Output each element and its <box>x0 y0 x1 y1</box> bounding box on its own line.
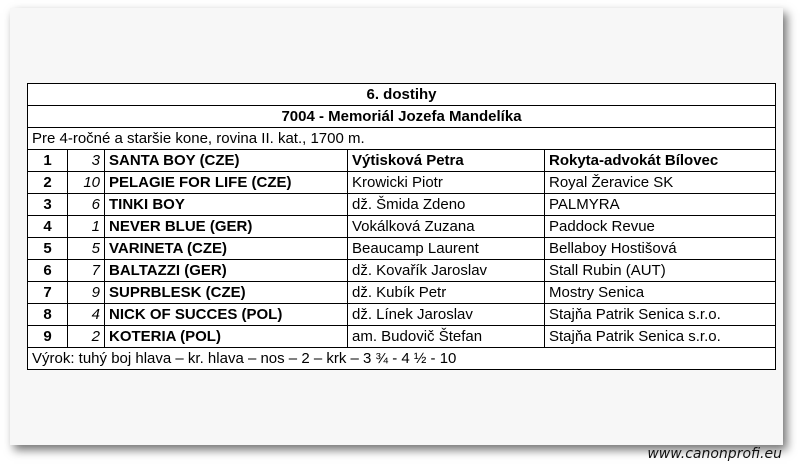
owner-cell: Royal Žeravice SK <box>545 172 776 194</box>
place-cell: 5 <box>28 238 68 260</box>
number-cell: 3 <box>68 150 105 172</box>
number-cell: 5 <box>68 238 105 260</box>
table-row <box>28 172 776 194</box>
race-results-table <box>27 83 776 370</box>
jockey-cell: dž. Línek Jaroslav <box>348 304 545 326</box>
owner-cell: Stajňa Patrik Senica s.r.o. <box>545 326 776 348</box>
table-row <box>28 216 776 238</box>
horse-cell: KOTERIA (POL) <box>105 326 348 348</box>
owner-cell: Paddock Revue <box>545 216 776 238</box>
place-cell: 1 <box>28 150 68 172</box>
number-cell: 1 <box>68 216 105 238</box>
place-cell: 4 <box>28 216 68 238</box>
number-cell: 4 <box>68 304 105 326</box>
owner-cell: Rokyta-advokát Bílovec <box>545 150 776 172</box>
race-name-row <box>28 106 776 128</box>
horse-cell: NICK OF SUCCES (POL) <box>105 304 348 326</box>
number-cell: 10 <box>68 172 105 194</box>
table-row <box>28 260 776 282</box>
owner-cell: Mostry Senica <box>545 282 776 304</box>
jockey-cell: Krowicki Piotr <box>348 172 545 194</box>
race-conditions-row <box>28 128 776 150</box>
jockey-cell: Beaucamp Laurent <box>348 238 545 260</box>
jockey-cell: dž. Kubík Petr <box>348 282 545 304</box>
jockey-cell: dž. Šmida Zdeno <box>348 194 545 216</box>
horse-cell: BALTAZZI (GER) <box>105 260 348 282</box>
place-cell: 2 <box>28 172 68 194</box>
table-row <box>28 282 776 304</box>
jockey-cell: Vokálková Zuzana <box>348 216 545 238</box>
table-row <box>28 326 776 348</box>
race-heading: 6. dostihy <box>28 84 776 106</box>
table-row <box>28 304 776 326</box>
owner-cell: Stall Rubin (AUT) <box>545 260 776 282</box>
place-cell: 7 <box>28 282 68 304</box>
horse-cell: TINKI BOY <box>105 194 348 216</box>
horse-cell: NEVER BLUE (GER) <box>105 216 348 238</box>
place-cell: 8 <box>28 304 68 326</box>
jockey-cell: dž. Kovařík Jaroslav <box>348 260 545 282</box>
number-cell: 7 <box>68 260 105 282</box>
number-cell: 2 <box>68 326 105 348</box>
number-cell: 6 <box>68 194 105 216</box>
table-row <box>28 194 776 216</box>
owner-cell: PALMYRA <box>545 194 776 216</box>
table-row <box>28 150 776 172</box>
jockey-cell: Výtisková Petra <box>348 150 545 172</box>
number-cell: 9 <box>68 282 105 304</box>
place-cell: 3 <box>28 194 68 216</box>
place-cell: 6 <box>28 260 68 282</box>
horse-cell: SUPRBLESK (CZE) <box>105 282 348 304</box>
table-row <box>28 238 776 260</box>
horse-cell: PELAGIE FOR LIFE (CZE) <box>105 172 348 194</box>
horse-cell: VARINETA (CZE) <box>105 238 348 260</box>
race-heading-row <box>28 84 776 106</box>
race-conditions: Pre 4-ročné a staršie kone, rovina II. kat., 1700 m. <box>28 128 776 150</box>
result-row <box>28 348 776 370</box>
jockey-cell: am. Budovič Štefan <box>348 326 545 348</box>
horse-cell: SANTA BOY (CZE) <box>105 150 348 172</box>
owner-cell: Stajňa Patrik Senica s.r.o. <box>545 304 776 326</box>
race-name: 7004 - Memoriál Jozefa Mandelíka <box>28 106 776 128</box>
place-cell: 9 <box>28 326 68 348</box>
owner-cell: Bellaboy Hostišová <box>545 238 776 260</box>
watermark: www.canonprofi.eu <box>647 446 782 462</box>
result-line: Výrok: tuhý boj hlava – kr. hlava – nos – 2 – krk – 3 ¾ - 4 ½ - 10 <box>28 348 776 370</box>
